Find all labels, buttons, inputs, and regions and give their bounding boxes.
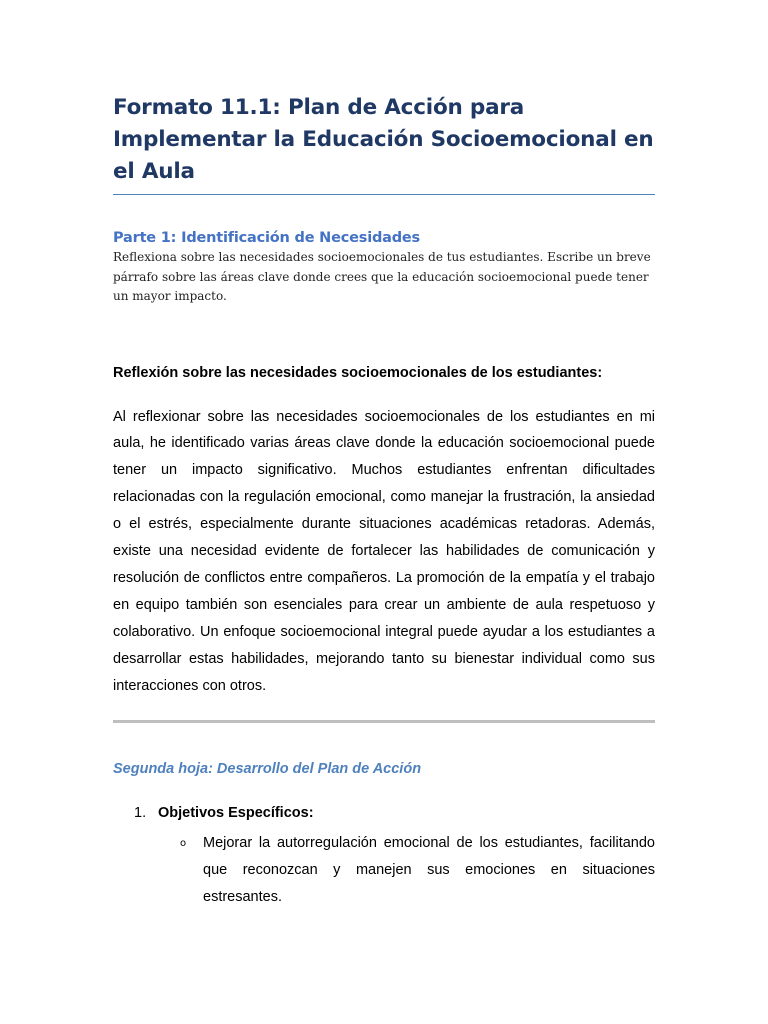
objectives-sublist [113, 830, 655, 911]
section-divider [113, 720, 655, 723]
list-item-label: Objetivos Específicos: [158, 805, 314, 822]
document-title: Formato 11.1: Plan de Acción para Implementar la Educación Socioemocional en el Aula [113, 92, 655, 195]
second-sheet-heading: Segunda hoja: Desarrollo del Plan de Acción [113, 761, 422, 778]
sublist-item [180, 830, 655, 911]
action-plan-list [113, 803, 655, 911]
reflection-heading: Reflexión sobre las necesidades socioemocionales de los estudiantes: [113, 364, 603, 381]
reflection-paragraph: Al reflexionar sobre las necesidades socioemocionales de los estudiantes en mi aula, he identificado varias áreas clave donde la educación socioemocional puede tener un impacto significativo. Muchos estudiantes enfrentan dificultades relacionadas con la regulación emocional, como manejar la frustración, la ansiedad o el estrés, especialmente durante situaciones académicas retadoras. Además, existe una necesidad evidente de fortalecer las habilidades de comunicación y resolución de conflictos entre compañeros. La promoción de la empatía y el trabajo en equipo también son esenciales para crear un ambiente de aula respetuoso y colaborativo. Un enfoque socioemocional integral puede ayudar a los estudiantes a desarrollar estas habilidades, mejorando tanto su bienestar individual como sus interacciones con otros. [113, 408, 655, 694]
part1-heading: Parte 1: Identificación de Necesidades [113, 230, 420, 246]
circle-bullet-icon: o [180, 838, 187, 850]
list-item-number: 1. [134, 805, 147, 822]
document-page [113, 92, 655, 911]
part1-intro: Reflexiona sobre las necesidades socioemocionales de tus estudiantes. Escribe un breve párrafo sobre las áreas clave donde crees que la educación socioemocional puede tener un mayor impacto. [113, 250, 651, 303]
sublist-item-text: Mejorar la autorregulación emocional de los estudiantes, facilitando que reconozcan y manejen sus emociones en situaciones estresantes. [203, 835, 655, 906]
list-item [113, 803, 655, 911]
